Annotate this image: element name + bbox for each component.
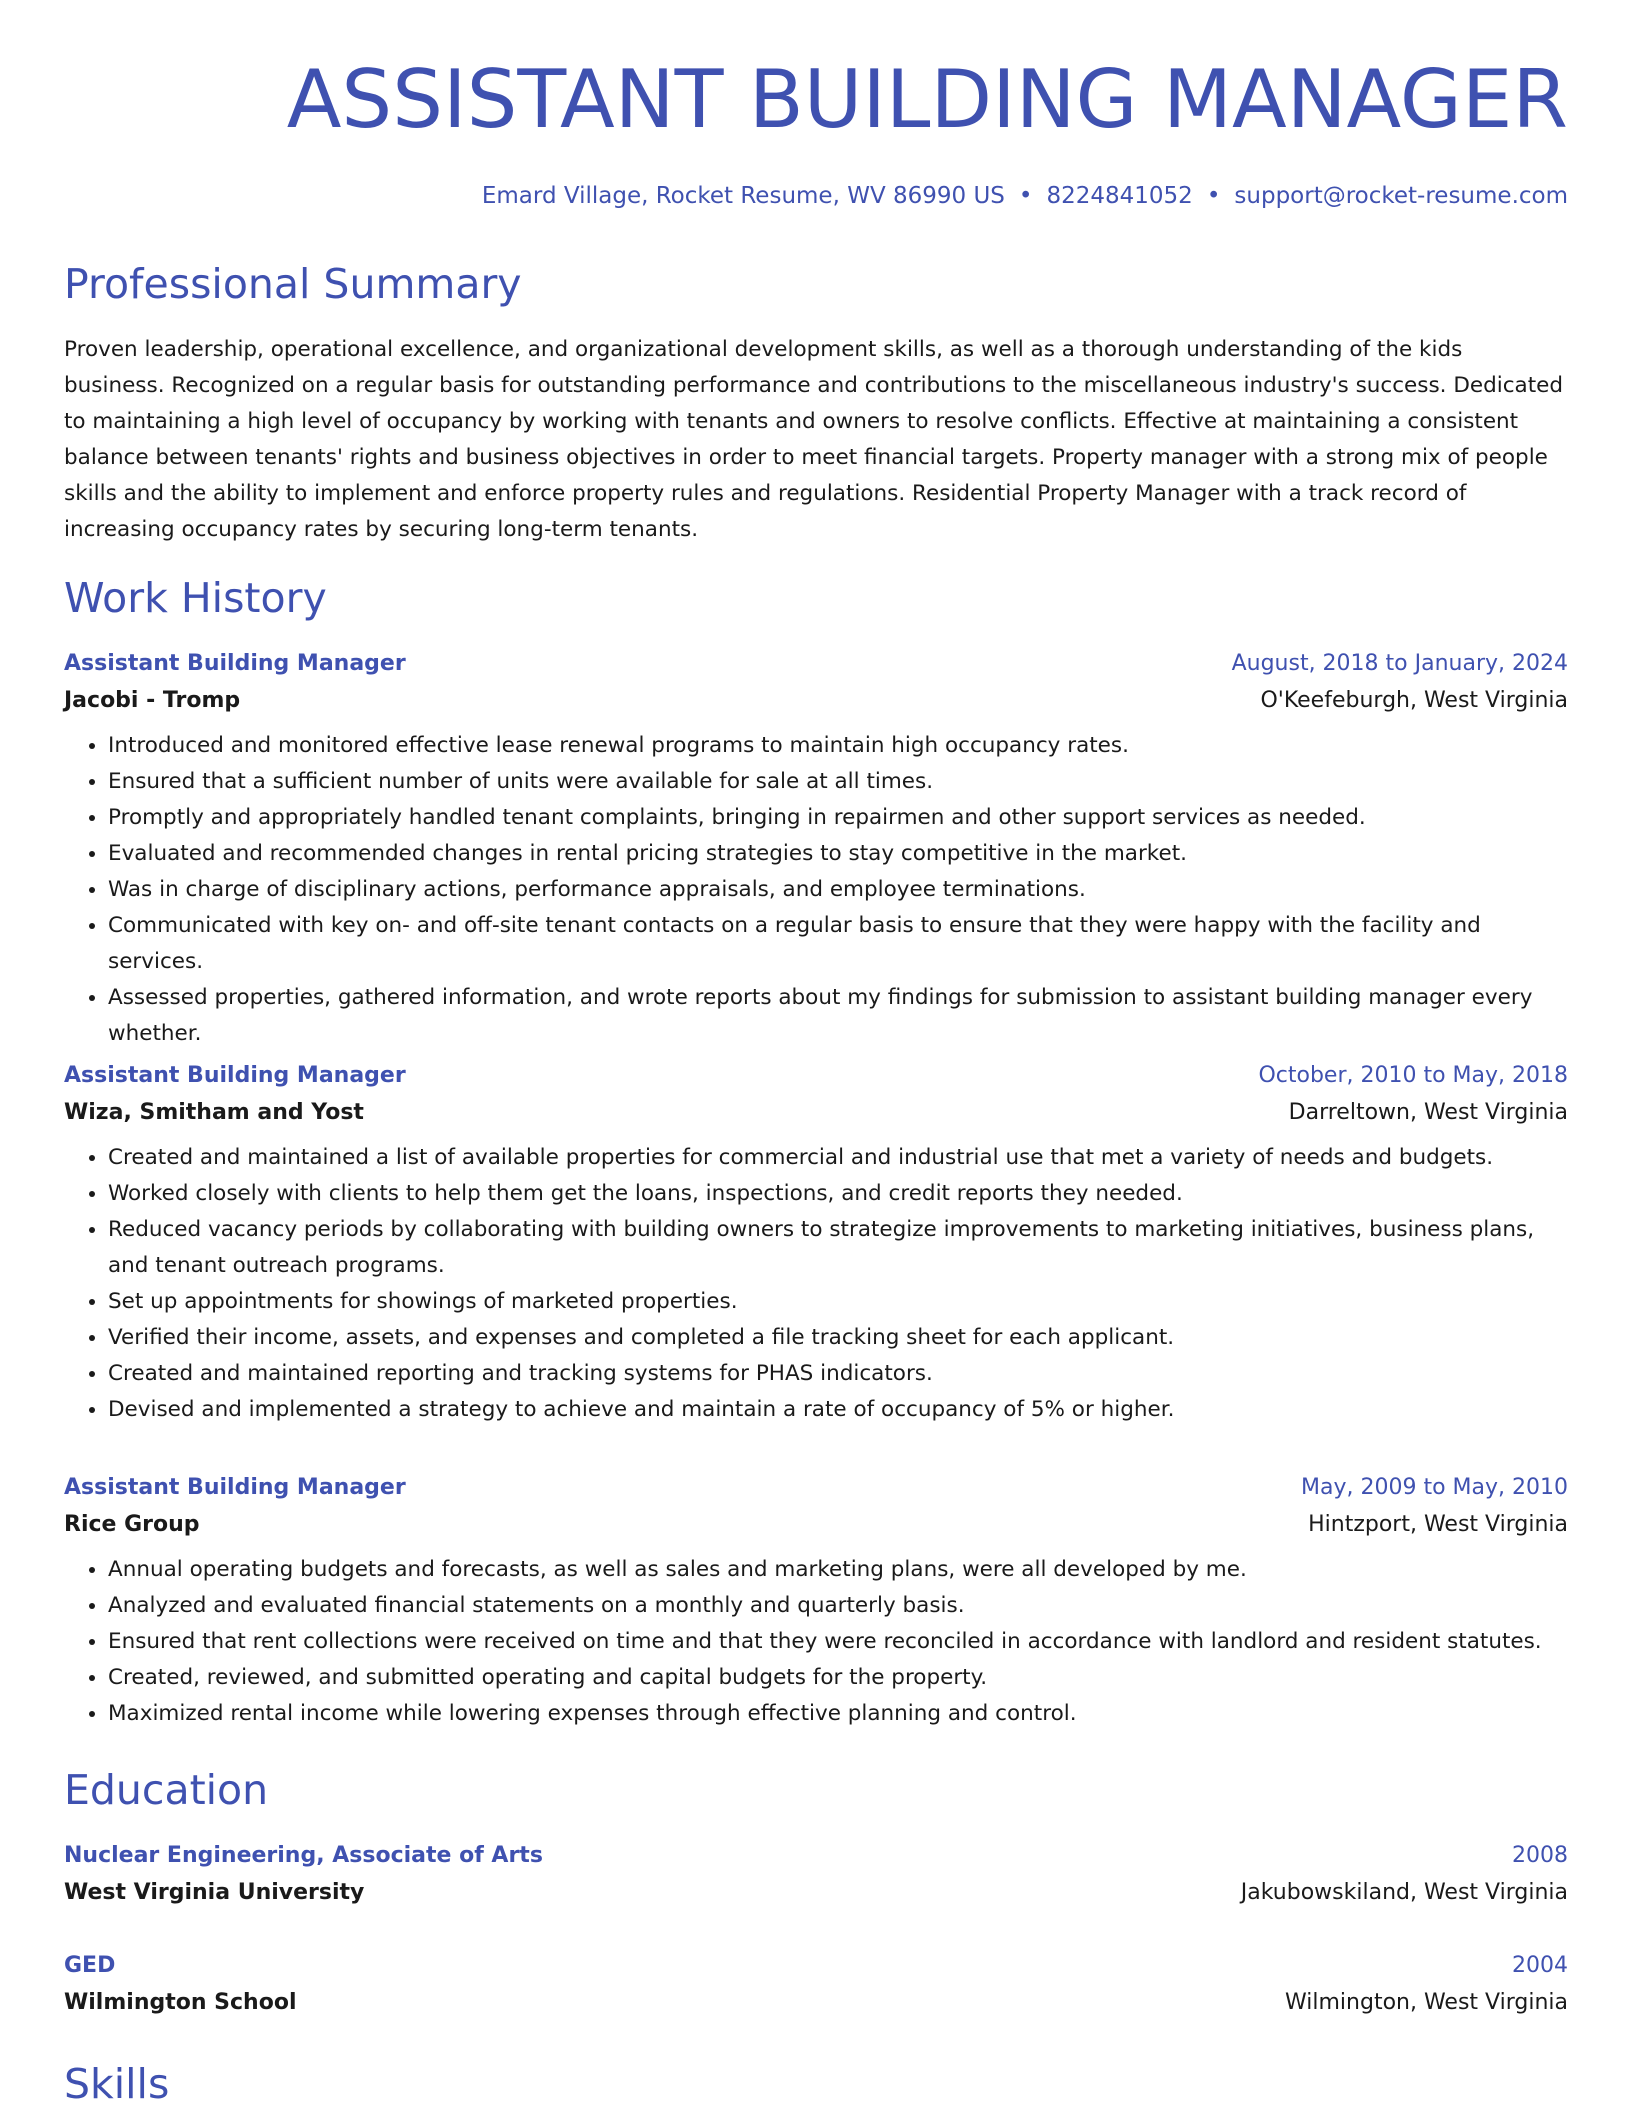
job-subheader <box>64 1506 1568 1544</box>
education-degree: GED <box>64 1953 116 1978</box>
job-bullet: • Ensured that rent collections were received on time and that they were reconciled in accordance with landlord and resident statutes. <box>108 1624 1568 1660</box>
section-title-summary: Professional Summary <box>64 260 522 308</box>
contact-address: Emard Village, Rocket Resume, WV 86990 US <box>481 183 1005 209</box>
job-company: Wiza, Smitham and Yost <box>64 1100 364 1125</box>
job-entry <box>64 646 1568 1052</box>
section-title-education: Education <box>64 1766 269 1814</box>
job-bullet: • Set up appointments for showings of marketed properties. <box>108 1284 1568 1320</box>
job-location: Darreltown, West Virginia <box>1288 1100 1568 1125</box>
job-title: Assistant Building Manager <box>64 1475 406 1500</box>
job-bullet: • Maximized rental income while lowering expenses through effective planning and control. <box>108 1696 1568 1732</box>
job-company: Rice Group <box>64 1512 200 1537</box>
skills-section <box>64 2058 1568 2110</box>
education-school: West Virginia University <box>64 1880 365 1905</box>
education-school: Wilmington School <box>64 1990 297 2015</box>
section-title-work-history: Work History <box>64 574 327 622</box>
education-subheader <box>64 1874 1568 1912</box>
contact-line <box>482 180 1568 212</box>
resume-name: ASSISTANT BUILDING MANAGER <box>286 53 1568 146</box>
job-dates: August, 2018 to January, 2024 <box>1231 651 1568 676</box>
job-bullet: • Annual operating budgets and forecasts, as well as sales and marketing plans, were all developed by me. <box>108 1552 1568 1588</box>
job-bullet: • Communicated with key on- and off-site tenant contacts on a regular basis to ensure that they were happy with the facility and services. <box>108 908 1568 980</box>
section-title-skills: Skills <box>64 2060 170 2108</box>
job-bullet: • Introduced and monitored effective lease renewal programs to maintain high occupancy rates. <box>108 728 1568 764</box>
job-bullet: • Created and maintained a list of available properties for commercial and industrial use that met a variety of needs and budgets. <box>108 1140 1568 1176</box>
education-section <box>64 1764 1568 1816</box>
job-bullet: • Reduced vacancy periods by collaborating with building owners to strategize improvements to marketing initiatives, business plans, and tenant outreach programs. <box>108 1212 1568 1284</box>
job-location: O'Keefeburgh, West Virginia <box>1260 688 1568 713</box>
job-entry <box>64 1470 1568 1732</box>
education-location: Wilmington, West Virginia <box>1285 1990 1568 2015</box>
job-dates: May, 2009 to May, 2010 <box>1301 1475 1568 1500</box>
job-title: Assistant Building Manager <box>64 651 406 676</box>
education-entry <box>64 1948 1568 2022</box>
job-entry <box>64 1058 1568 1428</box>
job-header <box>64 1470 1568 1506</box>
contact-separator: • <box>1018 183 1033 209</box>
job-bullets <box>64 728 1568 1052</box>
education-subheader <box>64 1984 1568 2022</box>
education-year: 2008 <box>1512 1843 1568 1868</box>
job-bullet: • Promptly and appropriately handled tenant complaints, bringing in repairmen and other support services as needed. <box>108 800 1568 836</box>
work-history-section <box>64 572 1568 624</box>
job-bullet: • Created, reviewed, and submitted operating and capital budgets for the property. <box>108 1660 1568 1696</box>
job-bullet: • Was in charge of disciplinary actions, performance appraisals, and employee terminations. <box>108 872 1568 908</box>
job-bullet: • Assessed properties, gathered information, and wrote reports about my findings for submission to assistant building manager every whether. <box>108 980 1568 1052</box>
job-company: Jacobi - Tromp <box>64 688 241 713</box>
education-header <box>64 1838 1568 1874</box>
job-dates: October, 2010 to May, 2018 <box>1258 1063 1568 1088</box>
education-year: 2004 <box>1512 1953 1568 1978</box>
job-location: Hintzport, West Virginia <box>1308 1512 1568 1537</box>
contact-phone: 8224841052 <box>1046 183 1193 209</box>
education-header <box>64 1948 1568 1984</box>
job-header <box>64 1058 1568 1094</box>
job-bullets <box>64 1552 1568 1732</box>
job-bullet: • Ensured that a sufficient number of units were available for sale at all times. <box>108 764 1568 800</box>
education-location: Jakubowskiland, West Virginia <box>1240 1880 1568 1905</box>
job-title: Assistant Building Manager <box>64 1063 406 1088</box>
job-subheader <box>64 682 1568 720</box>
job-bullet: • Worked closely with clients to help them get the loans, inspections, and credit reports they needed. <box>108 1176 1568 1212</box>
education-entry <box>64 1838 1568 1912</box>
job-bullets <box>64 1140 1568 1428</box>
job-bullet: • Analyzed and evaluated financial statements on a monthly and quarterly basis. <box>108 1588 1568 1624</box>
summary-text: Proven leadership, operational excellence, and organizational development skills, as well as a thorough understanding of the kids business. Recognized on a regular basis for outstanding performance and contributions to the miscellaneous industry's success. Dedicated to maintaining a high level of occupancy by working with tenants and owners to resolve conflicts. Effective at maintaining a consistent balance between tenants' rights and business objectives in order to meet financial targets. Property manager with a strong mix of people skills and the ability to implement and enforce property rules and regulations. Residential Property Manager with a track record of increasing occupancy rates by securing long-term tenants. <box>64 337 1564 542</box>
contact-email: support@rocket-resume.com <box>1234 183 1568 209</box>
education-degree: Nuclear Engineering, Associate of Arts <box>64 1843 543 1868</box>
job-bullet: • Evaluated and recommended changes in rental pricing strategies to stay competitive in the market. <box>108 836 1568 872</box>
job-bullet: • Created and maintained reporting and tracking systems for PHAS indicators. <box>108 1356 1568 1392</box>
job-bullet: • Devised and implemented a strategy to achieve and maintain a rate of occupancy of 5% or higher. <box>108 1392 1568 1428</box>
job-bullet: • Verified their income, assets, and expenses and completed a file tracking sheet for each applicant. <box>108 1320 1568 1356</box>
job-subheader <box>64 1094 1568 1132</box>
summary-section <box>64 258 1568 548</box>
job-header <box>64 646 1568 682</box>
contact-separator: • <box>1206 183 1221 209</box>
